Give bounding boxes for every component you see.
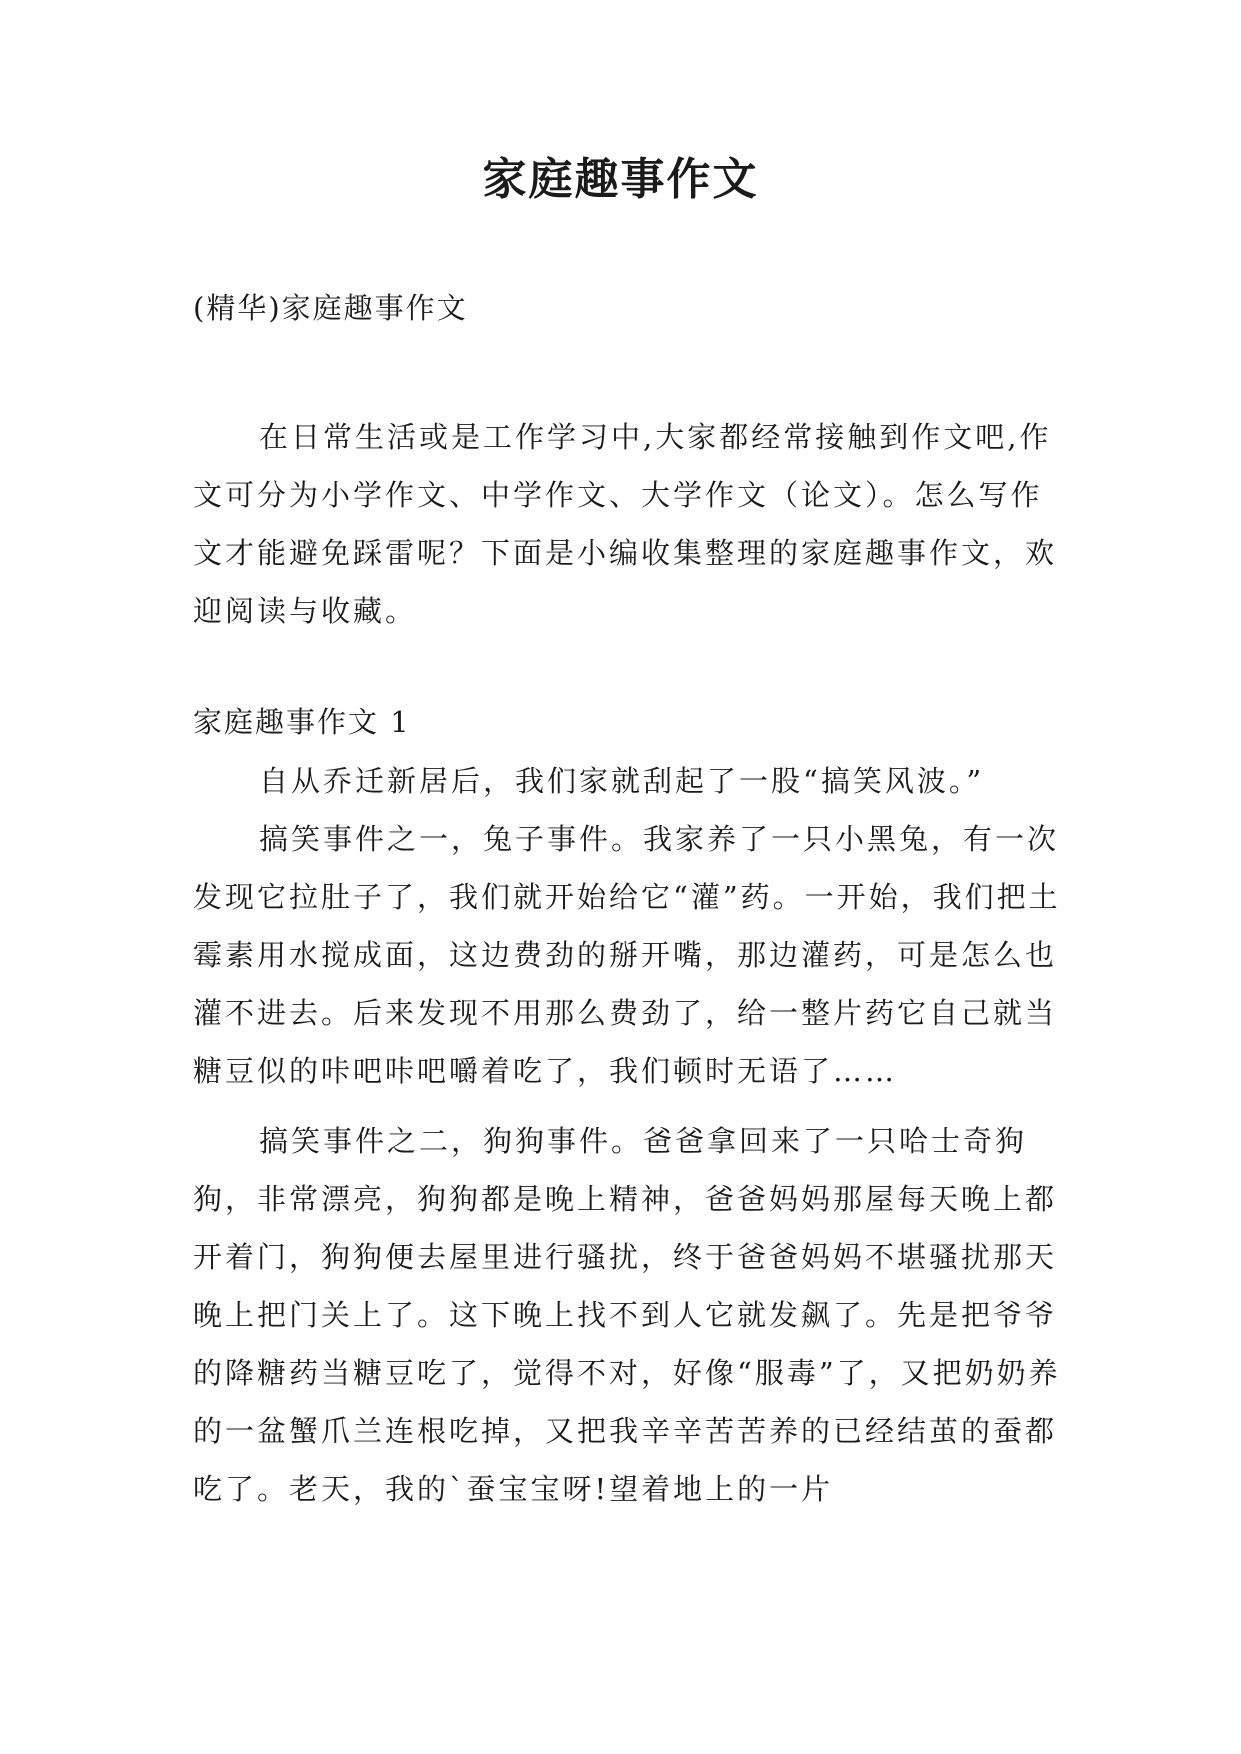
document-subtitle: (精华)家庭趣事作文 xyxy=(193,291,468,325)
body-paragraph: 搞笑事件之一，兔子事件。我家养了一只小黑兔，有一次发现它拉肚子了，我们就开始给它“灌”药。一开始，我们把土霉素用水搅成面，这边费劲的掰开嘴，那边灌药，可是怎么也灌不进去。后来发现不用那么费劲了，给一整片药它自己就当糖豆似的咔吧咔吧嚼着吃了，我们顿时无语了…… xyxy=(193,822,1061,1088)
section-heading: 家庭趣事作文 1 xyxy=(193,705,411,739)
intro-paragraph: 在日常生活或是工作学习中,大家都经常接触到作文吧,作文可分为小学作文、中学作文、大学作文（论文）。怎么写作文才能避免踩雷呢？下面是小编收集整理的家庭趣事作文，欢迎阅读与收藏。 xyxy=(193,420,1058,628)
essay-body xyxy=(193,752,1073,1518)
body-paragraph: 搞笑事件之二，狗狗事件。爸爸拿回来了一只哈士奇狗狗，非常漂亮，狗狗都是晚上精神，爸爸妈妈那屋每天晚上都开着门，狗狗便去屋里进行骚扰，终于爸爸妈妈不堪骚扰那天晚上把门关上了。这下晚上找不到人它就发飙了。先是把爷爷的降糖药当糖豆吃了，觉得不对，好像“服毒”了，又把奶奶养的一盆蟹爪兰连根吃掉，又把我辛辛苦苦养的已经结茧的蚕都吃了。老天，我的`蚕宝宝呀!望着地上的一片 xyxy=(193,1124,1061,1506)
body-paragraph: 自从乔迁新居后，我们家就刮起了一股“搞笑风波。” xyxy=(259,764,985,798)
document-title: 家庭趣事作文 xyxy=(482,154,759,205)
